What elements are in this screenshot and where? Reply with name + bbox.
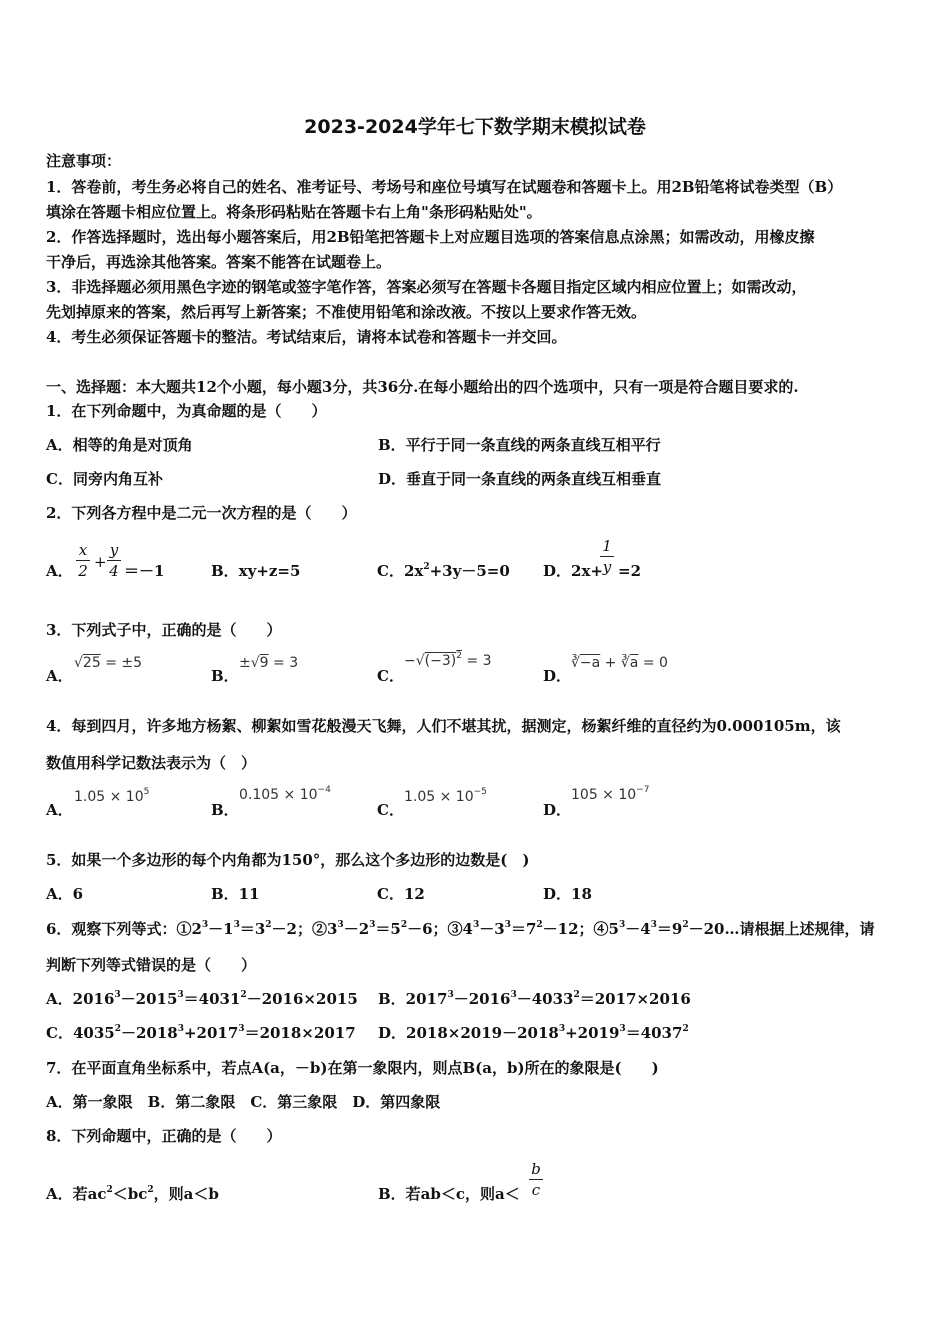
q2-option-b: B．xy+z=5 <box>211 562 301 580</box>
section-heading: 一、选择题：本大题共12个小题，每小题3分，共36分.在每小题给出的四个选项中，只有一项是符合题目要求的. <box>46 378 799 396</box>
q2-option-a-label: A． <box>46 562 73 580</box>
q4-option-d-label: D． <box>543 801 572 819</box>
q3-option-d-expr: ∛−a + $∛\overline{a} = 0$ <box>571 655 668 671</box>
q5-option-a: A．6 <box>46 885 84 903</box>
q2-option-a-frac-x <box>76 541 90 580</box>
notice-line-4: 干净后，再选涂其他答案。答案不能答在试题卷上。 <box>46 253 392 271</box>
q2-a-numerator-x: x <box>78 541 88 559</box>
fraction-bar <box>600 556 614 557</box>
q2-option-a-frac-y <box>107 541 121 580</box>
q5-option-b: B．11 <box>211 885 260 903</box>
q4-option-b-expr: $0.105 \times 10^{-4}$ <box>239 785 331 803</box>
q3-option-c-label: C． <box>377 667 404 685</box>
q4-option-b-label: B． <box>211 801 239 819</box>
q2-a-plus: + <box>94 553 107 571</box>
page-title: 2023-2024学年七下数学期末模拟试卷 <box>304 116 646 138</box>
q6-stem-line-1: 6．观察下列等式：$①2^3-1^3=3^2-2$；$②3^3-2^3=5^2-6$；$③4^3-3^3=7^2-12$；$④5^3-4^3=9^2-20\dots$请根据上述规律，请 <box>46 920 875 938</box>
q2-option-c: C．$2x^2+3y-5=0$ <box>377 562 510 580</box>
notice-line-6: 先划掉原来的答案，然后再写上新答案；不准使用铅笔和涂改液。不按以上要求作答无效。 <box>46 303 647 321</box>
q3-option-d-label: D． <box>543 667 572 685</box>
notice-line-3: 2．作答选择题时，选出每小题答案后，用2B铅笔把答题卡上对应题目选项的答案信息点涂黑；如需改动，用橡皮擦 <box>46 228 815 246</box>
q2-d-denominator: y <box>602 558 612 576</box>
q6-option-d: D．$2018\times 2019-2018^3+2019^3=4037^2$ <box>378 1024 689 1042</box>
notice-line-2: 填涂在答题卡相应位置上。将条形码粘贴在答题卡右上角"条形码粘贴处"。 <box>46 203 542 221</box>
q2-option-d-label: D．2x+ <box>543 562 603 580</box>
q4-option-a-expr: $1.05 \times 10^5$ <box>74 787 150 805</box>
q4-option-c-expr: $1.05 \times 10^{-5}$ <box>404 787 487 805</box>
q2-stem: 2．下列各方程中是二元一次方程的是（ ） <box>46 504 357 522</box>
q6-option-b: B．$2017^3-2016^3-4033^2=2017\times 2016$ <box>378 990 691 1008</box>
fraction-bar <box>76 560 90 561</box>
q5-option-c: C．12 <box>377 885 425 903</box>
q8-option-b-frac <box>529 1160 543 1199</box>
q3-stem: 3．下列式子中，正确的是（ ） <box>46 621 282 639</box>
q3-option-b-expr: ±√9 = 3 <box>239 655 299 671</box>
q8-b-denominator: c <box>531 1181 541 1199</box>
q6-option-c: C．$4035^2-2018^3+2017^3=2018\times 2017$ <box>46 1024 356 1042</box>
q1-stem: 1．在下列命题中，为真命题的是（ ） <box>46 402 327 420</box>
fraction-bar <box>529 1179 543 1180</box>
q5-stem: 5．如果一个多边形的每个内角都为150°，那么这个多边形的边数是( ) <box>46 851 530 869</box>
q8-stem: 8．下列命题中，正确的是（ ） <box>46 1127 282 1145</box>
q2-d-numerator: 1 <box>602 537 612 555</box>
q1-option-a: A．相等的角是对顶角 <box>46 436 193 454</box>
q2-d-rhs: =2 <box>618 562 642 580</box>
notice-heading: 注意事项： <box>46 152 122 170</box>
notice-line-1: 1．答卷前，考生务必将自己的姓名、准考证号、考场号和座位号填写在试题卷和答题卡上。用2B铅笔将试卷类型（B） <box>46 178 843 196</box>
q2-option-d-frac <box>600 537 614 576</box>
q4-stem-line-2: 数值用科学记数法表示为（ ） <box>46 754 257 772</box>
fraction-bar <box>107 560 121 561</box>
q7-stem: 7．在平面直角坐标系中，若点A(a，－b)在第一象限内，则点B(a，b)所在的象限是( ) <box>46 1059 659 1077</box>
q2-a-denominator-4: 4 <box>109 562 119 580</box>
q2-a-denominator-2: 2 <box>78 562 88 580</box>
q8-option-a: A．若$ac^2<bc^2$，则a＜b <box>46 1185 219 1203</box>
q4-option-a-label: A． <box>46 801 73 819</box>
q6-option-a: A．$2016^3-2015^3=4031^2-2016\times 2015$ <box>46 990 358 1008</box>
q4-option-d-expr: $105 \times 10^{-7}$ <box>571 785 650 803</box>
q4-option-c-label: C． <box>377 801 404 819</box>
q3-option-c-expr: $-√(-3)^2 = 3$ <box>404 651 492 669</box>
q5-option-d: D．18 <box>543 885 592 903</box>
q1-option-b: B．平行于同一条直线的两条直线互相平行 <box>378 436 661 454</box>
notice-line-5: 3．非选择题必须用黑色字迹的钢笔或签字笔作答，答案必须写在答题卡各题目指定区域内相应位置上；如需改动， <box>46 278 807 296</box>
q1-option-d: D．垂直于同一条直线的两条直线互相垂直 <box>378 470 662 488</box>
q3-option-b-label: B． <box>211 667 239 685</box>
q2-a-numerator-y: y <box>109 541 119 559</box>
q7-options: A．第一象限 B．第二象限 C．第三象限 D．第四象限 <box>46 1093 441 1111</box>
q8-b-numerator: b <box>531 1160 541 1178</box>
q2-a-rhs: ＝－1 <box>124 562 165 580</box>
q3-option-a-label: A． <box>46 667 73 685</box>
notice-line-7: 4．考生必须保证答题卡的整洁。考试结束后，请将本试卷和答题卡一并交回。 <box>46 328 567 346</box>
q3-option-a-expr: √25 = ±5 <box>74 655 143 671</box>
q1-option-c: C．同旁内角互补 <box>46 470 163 488</box>
q6-stem-line-2: 判断下列等式错误的是（ ） <box>46 956 257 974</box>
q4-stem-line-1: 4．每到四月，许多地方杨絮、柳絮如雪花般漫天飞舞，人们不堪其扰，据测定，杨絮纤维的直径约为0.000105m，该 <box>46 717 841 735</box>
q8-option-b: B．若ab＜c，则a＜ <box>378 1185 520 1203</box>
